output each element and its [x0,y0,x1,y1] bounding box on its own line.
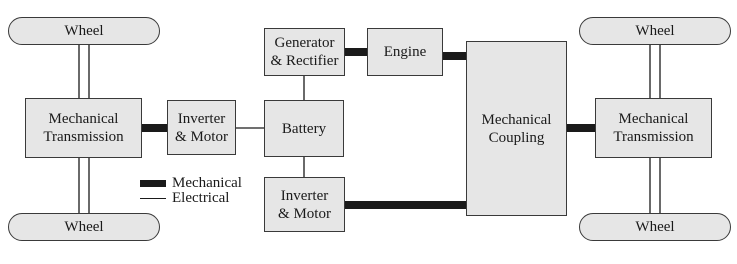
wheel-right-bottom-label: Wheel [635,218,675,235]
legend-electrical-label: Electrical [172,190,230,206]
mech-link-transmission-motor [142,124,167,132]
left-transmission-label: Mechanical Transmission [43,111,124,145]
wheel-left-bottom [8,213,160,241]
mech-link-motor-coupling [345,201,466,209]
mech-link-engine-coupling [443,52,466,60]
generator-rectifier-block [264,28,345,76]
generator-rectifier-label: Generator & Rectifier [270,35,339,69]
mechanical-coupling-label: Mechanical Coupling [481,111,552,146]
legend-mechanical-swatch [140,180,166,187]
legend-mechanical [140,175,242,191]
bottom-inverter-motor-block [264,177,345,232]
legend [140,175,260,209]
left-transmission-block [25,98,142,158]
left-inverter-motor-label: Inverter & Motor [175,110,228,145]
engine-block [367,28,443,76]
wheel-left-bottom-label: Wheel [64,218,104,235]
mechanical-coupling-block [466,41,567,216]
wheel-left-top [8,17,160,45]
mech-link-generator-engine [345,48,367,56]
mech-link-coupling-transmission [567,124,595,132]
battery-block [264,100,344,157]
right-transmission-block [595,98,712,158]
wheel-left-top-label: Wheel [64,22,104,39]
right-transmission-label: Mechanical Transmission [613,111,694,145]
engine-label: Engine [383,44,427,60]
wheel-right-top [579,17,731,45]
legend-electrical [140,190,229,206]
bottom-inverter-motor-label: Inverter & Motor [278,187,331,222]
battery-label: Battery [281,120,327,137]
wheel-right-top-label: Wheel [635,22,675,39]
left-inverter-motor-block [167,100,236,155]
legend-electrical-swatch [140,198,166,199]
legend-mechanical-label: Mechanical [172,175,242,191]
wheel-right-bottom [579,213,731,241]
